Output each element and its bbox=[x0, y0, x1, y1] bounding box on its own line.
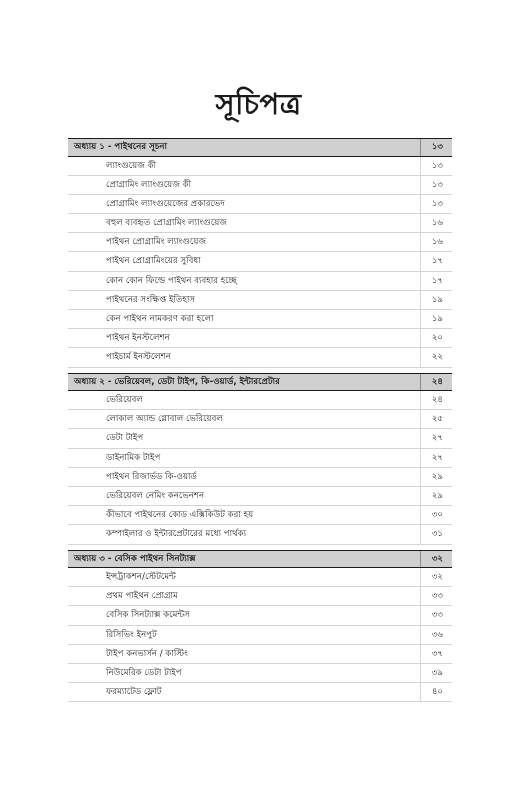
toc-entry-row[interactable] bbox=[68, 683, 452, 702]
toc-entry-page: ২৪ bbox=[420, 391, 452, 409]
toc-entry-label: লোকাল অ্যান্ড গ্লোবাল ভেরিয়েবল bbox=[106, 414, 223, 425]
toc-entry-row[interactable] bbox=[68, 195, 452, 214]
toc-entry-label: প্রথম পাইথন প্রোগ্রাম bbox=[106, 591, 178, 602]
toc-entry-row[interactable] bbox=[68, 429, 452, 448]
chapter-page-number: ২৪ bbox=[420, 374, 452, 391]
toc-entry-label: প্রোগ্রামিং ল্যাংগুয়েজ কী bbox=[106, 179, 192, 190]
toc-entry-label: ভেরিয়েবল bbox=[106, 395, 143, 406]
toc-entry-page: ২৭ bbox=[420, 449, 452, 467]
toc-entry-label: ফরম্যাটেড ফ্লোট bbox=[106, 687, 162, 698]
toc-entry-page: ৩১ bbox=[420, 525, 452, 543]
toc-entry-row[interactable] bbox=[68, 252, 452, 271]
toc-entry-page: ২৫ bbox=[420, 410, 452, 428]
toc-entry-row[interactable] bbox=[68, 487, 452, 506]
chapter-heading-label: অধ্যায় ৩ - বেসিক পাইথন সিনট্যাক্স bbox=[74, 553, 196, 564]
toc-entry-label: ইন্সট্রাকশন/স্টেটমেন্ট bbox=[106, 572, 176, 583]
toc-entry-label: ডাইনামিক টাইপ bbox=[106, 452, 161, 463]
toc-entry-row[interactable] bbox=[68, 391, 452, 410]
toc-entry-page: ২৯ bbox=[420, 468, 452, 486]
chapter-heading-label: অধ্যায় ২ - ভেরিয়েবল, ডেটা টাইপ, কি-ওয়ার্ড, ইন্টারপ্রেটার bbox=[74, 376, 280, 387]
toc-entry-label: কেন পাইথন নামকরণ করা হলো bbox=[106, 314, 214, 324]
toc-entry-label: পাইথন প্রোগ্রামিং ল্যাংগুয়েজ bbox=[106, 237, 207, 248]
chapter-heading-row[interactable] bbox=[68, 373, 452, 392]
chapter-1-section bbox=[68, 138, 452, 368]
toc-entry-row[interactable] bbox=[68, 664, 452, 683]
toc-entry-row[interactable] bbox=[68, 449, 452, 468]
toc-entry-row[interactable] bbox=[68, 157, 452, 176]
chapter-2-section bbox=[68, 373, 452, 545]
toc-entry-page: ২৯ bbox=[420, 487, 452, 505]
toc-entry-row[interactable] bbox=[68, 329, 452, 348]
toc-entry-page: ১৯ bbox=[420, 291, 452, 309]
toc-entry-page: ৩৬ bbox=[420, 626, 452, 644]
toc-entry-page: ২০ bbox=[420, 329, 452, 347]
toc-entry-page: ৩২ bbox=[420, 568, 452, 586]
chapter-heading-row[interactable] bbox=[68, 550, 452, 569]
toc-entry-label: কোন কোন ফিল্ডে পাইথন ব্যবহার হচ্ছে bbox=[106, 275, 237, 286]
toc-entry-row[interactable] bbox=[68, 214, 452, 233]
toc-entry-row[interactable] bbox=[68, 348, 452, 367]
toc-entry-row[interactable] bbox=[68, 410, 452, 429]
toc-entry-page: ১৩ bbox=[420, 157, 452, 175]
toc-entry-label: কীভাবে পাইথনের কোড এক্সিকিউট করা হয় bbox=[106, 510, 254, 521]
toc-entry-page: ৩৩ bbox=[420, 587, 452, 605]
toc-entry-page: ১৬ bbox=[420, 233, 452, 251]
chapter-heading-row[interactable] bbox=[68, 138, 452, 157]
toc-entry-label: ল্যাংগুয়েজ কী bbox=[106, 160, 157, 171]
toc-entry-label: রিসিভিং ইনপুট bbox=[106, 629, 157, 640]
toc-entry-label: ভেরিয়েবল নেমিং কনভেনশন bbox=[106, 491, 205, 501]
toc-entry-label: টাইপ কনভার্সন / কাস্টিং bbox=[106, 648, 188, 659]
toc-entry-page: ২২ bbox=[420, 348, 452, 366]
toc-entry-page: ৩৭ bbox=[420, 645, 452, 663]
toc-entry-page: ১৬ bbox=[420, 214, 452, 232]
toc-entry-row[interactable] bbox=[68, 587, 452, 606]
chapter-heading-label: অধ্যায় ১ - পাইথনের সূচনা bbox=[74, 142, 168, 152]
toc-entry-label: কম্পাইলার ও ইন্টারপ্রেটারের মধ্যে পার্থক্য bbox=[106, 529, 247, 540]
toc-entry-page: ১৩ bbox=[420, 176, 452, 194]
chapter-page-number: ৩২ bbox=[420, 551, 452, 568]
toc-entry-page: ১৯ bbox=[420, 310, 452, 328]
toc-entry-label: পাইথন রিজার্ভড কি-ওয়ার্ড bbox=[106, 471, 197, 482]
toc-entry-label: পাইথন ইনস্টলেশন bbox=[106, 333, 170, 344]
toc-entry-row[interactable] bbox=[68, 272, 452, 291]
toc-entry-row[interactable] bbox=[68, 525, 452, 544]
toc-entry-label: পাইচার্ম ইনস্টলেশন bbox=[106, 352, 171, 363]
toc-entry-page: ৩৩ bbox=[420, 606, 452, 624]
page-title: সূচিপত্র bbox=[215, 87, 302, 121]
toc-entry-page: ৪০ bbox=[420, 683, 452, 701]
toc-entry-page: ১৩ bbox=[420, 195, 452, 213]
toc-entry-label: বহুল ব্যবহৃত প্রোগ্রামিং ল্যাংগুয়েজ bbox=[106, 218, 227, 229]
toc-entry-label: নিউমেরিক ডেটা টাইপ bbox=[106, 668, 182, 678]
chapter-3-section bbox=[68, 550, 452, 703]
table-of-contents bbox=[68, 138, 452, 707]
toc-entry-row[interactable] bbox=[68, 568, 452, 587]
toc-entry-row[interactable] bbox=[68, 468, 452, 487]
toc-entry-label: ডেটা টাইপ bbox=[106, 433, 144, 444]
toc-entry-row[interactable] bbox=[68, 176, 452, 195]
toc-entry-row[interactable] bbox=[68, 310, 452, 329]
toc-entry-label: পাইথন প্রোগ্রামিংয়ের সুবিধা bbox=[106, 256, 201, 267]
toc-entry-row[interactable] bbox=[68, 606, 452, 625]
toc-entry-page: ৩৯ bbox=[420, 664, 452, 682]
toc-entry-row[interactable] bbox=[68, 645, 452, 664]
toc-entry-page: ২৭ bbox=[420, 429, 452, 447]
chapter-page-number: ১৩ bbox=[420, 139, 452, 156]
toc-entry-label: প্রোগ্রামিং ল্যাংগুয়েজের প্রকারভেদ bbox=[106, 198, 225, 209]
toc-entry-page: ১৭ bbox=[420, 272, 452, 290]
toc-entry-row[interactable] bbox=[68, 233, 452, 252]
toc-entry-page: ৩০ bbox=[420, 506, 452, 524]
toc-entry-label: পাইথনের সংক্ষিপ্ত ইতিহাস bbox=[106, 294, 196, 305]
toc-entry-row[interactable] bbox=[68, 291, 452, 310]
toc-entry-row[interactable] bbox=[68, 506, 452, 525]
toc-entry-label: বেসিক সিনট্যাক্স কমেন্টস bbox=[106, 610, 190, 621]
toc-entry-row[interactable] bbox=[68, 626, 452, 645]
toc-entry-page: ১৭ bbox=[420, 252, 452, 270]
